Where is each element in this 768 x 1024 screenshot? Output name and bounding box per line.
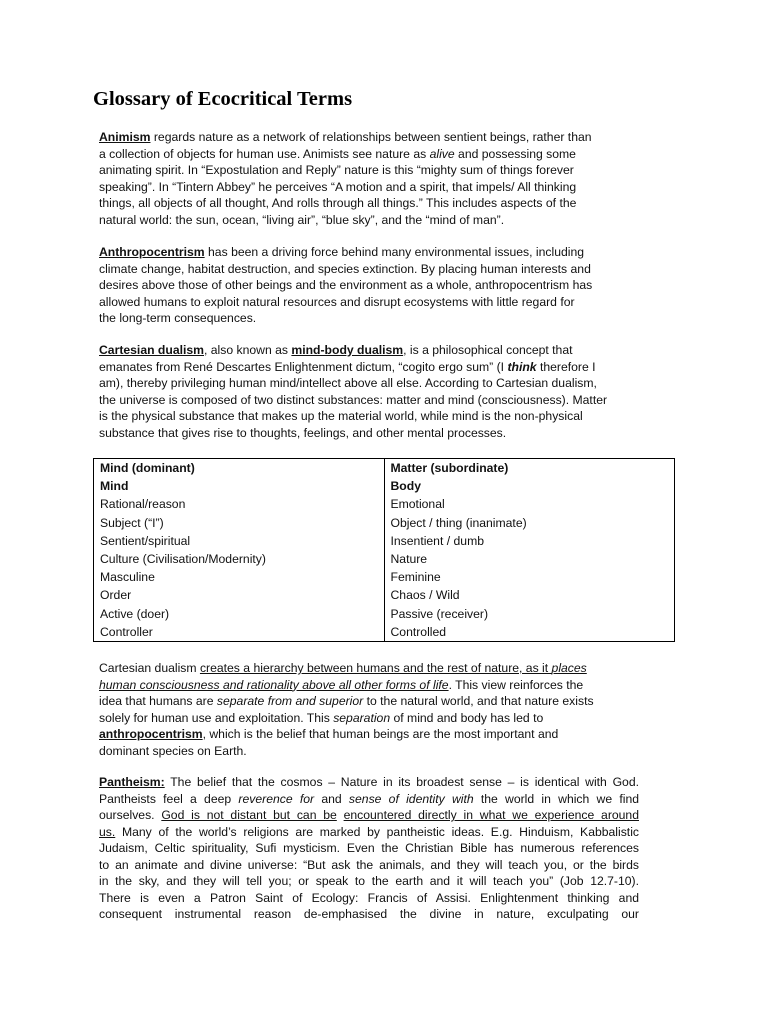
table-cell-mind: Active (doer)	[94, 605, 385, 623]
table-row	[94, 586, 675, 604]
table-cell-matter: Passive (receiver)	[384, 605, 675, 623]
table-cell-matter: Controlled	[384, 623, 675, 642]
table-row	[94, 514, 675, 532]
table-cell-mind: Masculine	[94, 568, 385, 586]
table-cell-matter: Insentient / dumb	[384, 532, 675, 550]
table-cell-mind: Culture (Civilisation/Modernity)	[94, 550, 385, 568]
table-cell-matter: Chaos / Wild	[384, 586, 675, 604]
anthropocentrism-ref: anthropocentrism	[99, 727, 203, 741]
table-row	[94, 495, 675, 513]
table-row	[94, 623, 675, 642]
table-row	[94, 459, 675, 478]
table-cell-matter: Body	[384, 477, 675, 495]
cartesian-dualism-term: Cartesian dualism	[99, 343, 204, 357]
table-cell-matter: Object / thing (inanimate)	[384, 514, 675, 532]
table-row	[94, 477, 675, 495]
animism-paragraph: Animism regards nature as a network of relationships between sentient beings, rather than a collection of objects for human use. Animists see nature as alive and possessing some animating spirit. In “Expostulation and Reply” nature is this “mighty sum of things forever speaking”. In “Tintern Abbey” he perceives “A motion and a spirit, that impels/ All thinking things, all objects of all thought, And rolls through all things.” This includes aspects of the natural world: the sun, ocean, “living air”, “blue sky”, and the “mind of man”.	[99, 130, 592, 227]
page-title: Glossary of Ecocritical Terms	[93, 88, 353, 110]
mind-body-dualism-term: mind-body dualism	[291, 343, 404, 357]
table-cell-matter: Emotional	[384, 495, 675, 513]
pantheism-paragraph: Pantheism: The belief that the cosmos – Nature in its broadest sense – is identical with God. Pantheists feel a deep reverence for and sense of identity with the world in which we find ourselves. God is not distant but can be encountered directly in what we experience around us. Many of the world’s religions are marked by pantheistic ideas. E.g. Hinduism, Kabbalistic Judaism, Celtic spirituality, Sufi mysticism. Even the Christian Bible has numerous references to an animate and divine universe: “But ask the animals, and they will teach you, or the birds in the sky, and they will tell you; or speak to the earth and it will teach you” (Job 12.7-10). There is even a Patron Saint of Ecology: Francis of Assisi. Enlightenment thinking and consequent instrumental reason de-emphasised the divine in nature, exculpating our	[99, 775, 640, 921]
pantheism-term: Pantheism:	[99, 775, 165, 789]
table-cell-mind: Controller	[94, 623, 385, 642]
table-cell-mind: Order	[94, 586, 385, 604]
mind-matter-table	[93, 458, 675, 642]
anthropocentrism-term: Anthropocentrism	[99, 245, 205, 259]
cartesian-dualism-paragraph: Cartesian dualism, also known as mind-body dualism, is a philosophical concept that emanates from René Descartes Enlightenment dictum, “cogito ergo sum” (I think therefore I am), thereby privileging human mind/intellect above all else. According to Cartesian dualism, the universe is composed of two distinct substances: matter and mind (consciousness). Matter is the physical substance that makes up the material world, while mind is the non-physical substance that gives rise to thoughts, feelings, and other mental processes.	[99, 343, 608, 440]
table-row	[94, 568, 675, 586]
animism-term: Animism	[99, 130, 151, 144]
table-cell-matter: Nature	[384, 550, 675, 568]
table-row	[94, 532, 675, 550]
table-cell-matter: Feminine	[384, 568, 675, 586]
table-row	[94, 550, 675, 568]
table-cell-matter: Matter (subordinate)	[384, 459, 675, 478]
table-cell-mind: Mind (dominant)	[94, 459, 385, 478]
hierarchy-paragraph: Cartesian dualism creates a hierarchy between humans and the rest of nature, as it places human consciousness and rationality above all other forms of life. This view reinforces the idea that humans are separate from and superior to the natural world, and that nature exists solely for human use and exploitation. This separation of mind and body has led to anthropocentrism, which is the belief that human beings are the most important and dominant species on Earth.	[99, 661, 594, 758]
anthropocentrism-paragraph: Anthropocentrism has been a driving force behind many environmental issues, including climate change, habitat destruction, and species extinction. By placing human interests and desires above those of other beings and the environment as a whole, anthropocentrism has allowed humans to exploit natural resources and disrupt ecosystems with little regard for the long-term consequences.	[99, 245, 593, 325]
table-cell-mind: Subject (“I”)	[94, 514, 385, 532]
table-cell-mind: Mind	[94, 477, 385, 495]
table-cell-mind: Sentient/spiritual	[94, 532, 385, 550]
table-cell-mind: Rational/reason	[94, 495, 385, 513]
table-row	[94, 605, 675, 623]
